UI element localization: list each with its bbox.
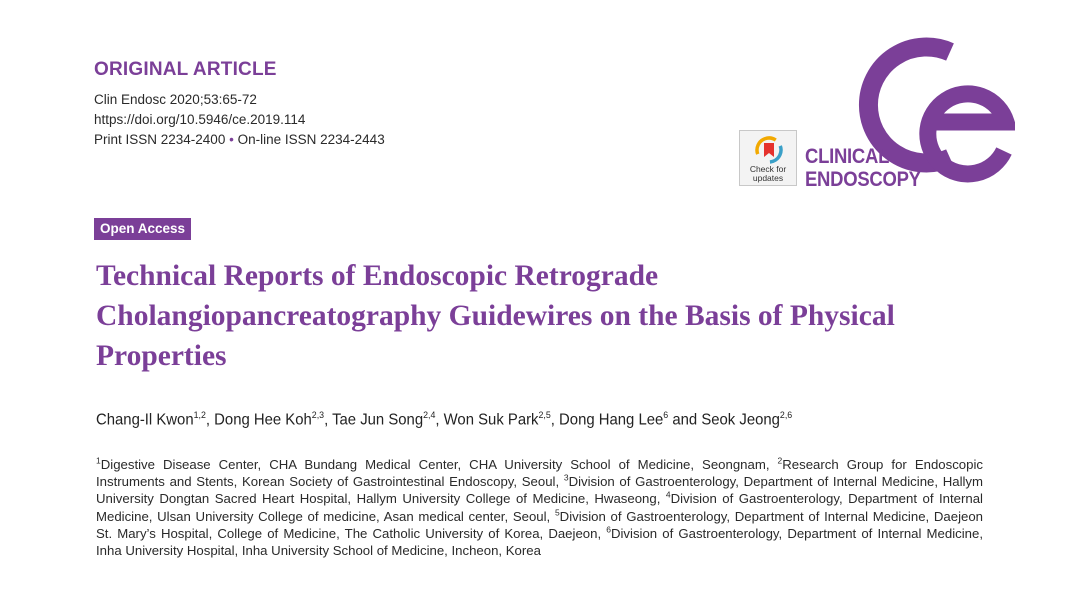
- author-affiliation-mark: 6: [663, 410, 669, 421]
- author-name: Chang-Il Kwon: [96, 411, 194, 429]
- check-for-updates-badge[interactable]: [739, 130, 797, 186]
- affiliation-number: 6: [606, 524, 611, 535]
- author-name: Seok Jeong: [701, 411, 780, 429]
- author-affiliation-mark: 1,2: [193, 410, 206, 421]
- issn-online: On-line ISSN 2234-2443: [237, 132, 385, 147]
- issn-print: Print ISSN 2234-2400: [94, 132, 226, 147]
- logo-letter-e: [928, 94, 1006, 174]
- title-line: Cholangiopancreatography Guidewires on the Basis of Physical: [96, 300, 895, 332]
- author-separator: ,: [205, 411, 215, 429]
- author-separator: and: [668, 411, 702, 429]
- author-name: Dong Hang Lee: [559, 411, 664, 429]
- affiliation-number: 4: [665, 490, 671, 501]
- affiliation-number: 5: [554, 507, 560, 518]
- author-affiliation-mark: 2,6: [779, 410, 793, 421]
- citation: Clin Endosc 2020;53:65-72: [94, 92, 257, 107]
- check-badge-line2: updates: [752, 173, 784, 183]
- affiliation-text: Division of Gastroenterology, Department of Internal Medicine, Inha University Hospital, Inha University School of Medicine, Incheon, Korea: [96, 525, 983, 559]
- affiliation-number: 2: [777, 455, 783, 466]
- author-name: Won Suk Park: [443, 411, 539, 429]
- doi-link[interactable]: https://doi.org/10.5946/ce.2019.114: [94, 112, 306, 127]
- journal-name-line2: ENDOSCOPY: [805, 168, 921, 191]
- affiliation-text: Division of Gastroenterology, Department of Internal Medicine, Daejeon St. Mary’s Hospital, College of Medicine, The Catholic University of Korea, Daejeon,: [96, 508, 984, 541]
- affiliation-number: 1: [96, 455, 101, 466]
- open-access-badge: Open Access: [94, 218, 191, 240]
- title-line: Properties: [96, 340, 227, 372]
- check-badge-line1: Check for: [749, 164, 787, 174]
- affiliation-text: Division of Gastroenterology, Department of Internal Medicine, Hallym University Dongtan Sacred Heart Hospital, Hallym University College of Medicine, Hwaseong,: [96, 474, 984, 507]
- author-separator: ,: [550, 411, 560, 429]
- affiliation-text: Digestive Disease Center, CHA Bundang Medical Center, CHA University School of Medicine, Seongnam,: [100, 457, 778, 472]
- journal-name-line1: CLINICAL: [805, 145, 890, 168]
- bookmark-ring-icon: [755, 136, 783, 164]
- author-affiliation-mark: 2,5: [538, 410, 551, 421]
- issn-separator: •: [229, 132, 234, 147]
- affiliation-number: 3: [563, 472, 569, 483]
- author-separator: ,: [324, 411, 333, 429]
- article-title: [96, 256, 996, 376]
- author-list: [96, 410, 792, 429]
- author-name: Dong Hee Koh: [214, 411, 312, 429]
- affiliation-text: Research Group for Endoscopic Instruments and Stents, Korean Society of Gastrointestinal Endoscopy, Seoul,: [96, 457, 983, 490]
- author-separator: ,: [435, 411, 444, 429]
- affiliations: [96, 456, 983, 559]
- affiliation-text: Division of Gastroenterology, Department of Internal Medicine, Ulsan University College of medicine, Asan medical center, Seoul,: [96, 491, 983, 524]
- author-affiliation-mark: 2,3: [311, 410, 325, 421]
- author-name: Tae Jun Song: [332, 411, 424, 429]
- title-line: Technical Reports of Endoscopic Retrograde: [96, 260, 659, 292]
- issn-line: [94, 132, 385, 147]
- author-affiliation-mark: 2,4: [423, 410, 436, 421]
- section-label: ORIGINAL ARTICLE: [94, 59, 277, 80]
